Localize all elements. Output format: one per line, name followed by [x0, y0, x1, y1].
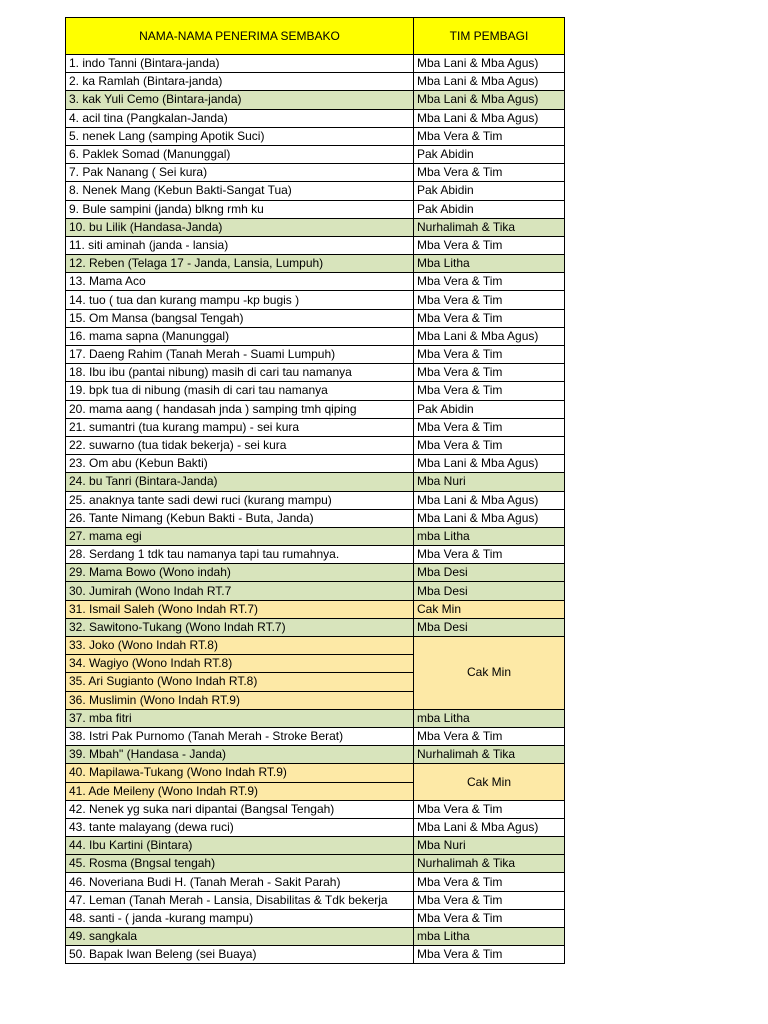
recipient-name-cell: 20. mama aang ( handasah jnda ) samping tmh qiping [66, 400, 414, 418]
recipient-name-cell: 15. Om Mansa (bangsal Tengah) [66, 309, 414, 327]
recipient-name-cell: 49. sangkala [66, 928, 414, 946]
team-cell: Mba Vera & Tim [414, 727, 565, 745]
recipient-name-cell: 3. kak Yuli Cemo (Bintara-janda) [66, 91, 414, 109]
team-cell: Pak Abidin [414, 182, 565, 200]
team-cell: Mba Vera & Tim [414, 273, 565, 291]
team-cell: Cak Min [414, 637, 565, 710]
team-cell: Mba Lani & Mba Agus) [414, 818, 565, 836]
table-row [66, 727, 565, 745]
recipient-name-cell: 30. Jumirah (Wono Indah RT.7 [66, 582, 414, 600]
table-row [66, 200, 565, 218]
table-row [66, 327, 565, 345]
team-cell: Nurhalimah & Tika [414, 218, 565, 236]
table-row [66, 764, 565, 782]
team-cell: Mba Litha [414, 255, 565, 273]
recipient-name-cell: 41. Ade Meileny (Wono Indah RT.9) [66, 782, 414, 800]
recipient-name-cell: 50. Bapak Iwan Beleng (sei Buaya) [66, 946, 414, 964]
team-cell: Pak Abidin [414, 145, 565, 163]
team-cell: Nurhalimah & Tika [414, 746, 565, 764]
team-cell: Cak Min [414, 600, 565, 618]
table-row [66, 746, 565, 764]
recipient-name-cell: 24. bu Tanri (Bintara-Janda) [66, 473, 414, 491]
header-row [66, 18, 565, 55]
recipient-name-cell: 14. tuo ( tua dan kurang mampu -kp bugis ) [66, 291, 414, 309]
table-row [66, 564, 565, 582]
table-row [66, 55, 565, 73]
table-row [66, 109, 565, 127]
table-row [66, 346, 565, 364]
team-cell: Mba Vera & Tim [414, 127, 565, 145]
recipient-name-cell: 11. siti aminah (janda - lansia) [66, 236, 414, 254]
recipient-name-cell: 31. Ismail Saleh (Wono Indah RT.7) [66, 600, 414, 618]
table-row [66, 73, 565, 91]
team-cell: Mba Nuri [414, 473, 565, 491]
team-cell: Mba Lani & Mba Agus) [414, 55, 565, 73]
recipient-name-cell: 6. Paklek Somad (Manunggal) [66, 145, 414, 163]
table-row [66, 382, 565, 400]
team-cell: Mba Vera & Tim [414, 891, 565, 909]
table-row [66, 600, 565, 618]
recipient-name-cell: 40. Mapilawa-Tukang (Wono Indah RT.9) [66, 764, 414, 782]
team-cell: Cak Min [414, 764, 565, 800]
team-cell: Mba Lani & Mba Agus) [414, 455, 565, 473]
team-cell: Mba Vera & Tim [414, 309, 565, 327]
team-cell: Mba Vera & Tim [414, 800, 565, 818]
team-cell: Nurhalimah & Tika [414, 855, 565, 873]
table-row [66, 436, 565, 454]
recipient-name-cell: 34. Wagiyo (Wono Indah RT.8) [66, 655, 414, 673]
recipient-name-cell: 17. Daeng Rahim (Tanah Merah - Suami Lumpuh) [66, 346, 414, 364]
table-row [66, 418, 565, 436]
team-cell: Mba Vera & Tim [414, 946, 565, 964]
table-row [66, 364, 565, 382]
table-row [66, 309, 565, 327]
team-cell: Mba Vera & Tim [414, 236, 565, 254]
table-row [66, 709, 565, 727]
table-row [66, 218, 565, 236]
recipient-name-cell: 7. Pak Nanang ( Sei kura) [66, 164, 414, 182]
recipient-name-cell: 32. Sawitono-Tukang (Wono Indah RT.7) [66, 618, 414, 636]
team-cell: Mba Vera & Tim [414, 346, 565, 364]
table-row [66, 855, 565, 873]
table-row [66, 800, 565, 818]
recipient-name-cell: 8. Nenek Mang (Kebun Bakti-Sangat Tua) [66, 182, 414, 200]
table-row [66, 145, 565, 163]
team-cell: Mba Vera & Tim [414, 546, 565, 564]
table-row [66, 546, 565, 564]
team-cell: Mba Desi [414, 618, 565, 636]
table-row [66, 455, 565, 473]
team-cell: Mba Vera & Tim [414, 909, 565, 927]
team-cell: Mba Desi [414, 582, 565, 600]
recipient-name-cell: 45. Rosma (Bngsal tengah) [66, 855, 414, 873]
team-cell: mba Litha [414, 527, 565, 545]
recipient-name-cell: 18. Ibu ibu (pantai nibung) masih di cari tau namanya [66, 364, 414, 382]
team-cell: Mba Vera & Tim [414, 382, 565, 400]
recipient-name-cell: 12. Reben (Telaga 17 - Janda, Lansia, Lumpuh) [66, 255, 414, 273]
team-cell: Mba Lani & Mba Agus) [414, 509, 565, 527]
recipient-name-cell: 48. santi - ( janda -kurang mampu) [66, 909, 414, 927]
table-row [66, 182, 565, 200]
team-cell: Mba Lani & Mba Agus) [414, 327, 565, 345]
table-row [66, 637, 565, 655]
header-recipient-names: NAMA-NAMA PENERIMA SEMBAKO [66, 18, 414, 55]
recipient-name-cell: 4. acil tina (Pangkalan-Janda) [66, 109, 414, 127]
table-body [66, 55, 565, 964]
team-cell: Pak Abidin [414, 400, 565, 418]
team-cell: Mba Lani & Mba Agus) [414, 491, 565, 509]
table-row [66, 818, 565, 836]
header-distribution-team: TIM PEMBAGI [414, 18, 565, 55]
recipient-name-cell: 1. indo Tanni (Bintara-janda) [66, 55, 414, 73]
table-row [66, 400, 565, 418]
recipient-name-cell: 5. nenek Lang (samping Apotik Suci) [66, 127, 414, 145]
table-row [66, 91, 565, 109]
recipient-name-cell: 36. Muslimin (Wono Indah RT.9) [66, 691, 414, 709]
team-cell: Mba Desi [414, 564, 565, 582]
recipient-name-cell: 29. Mama Bowo (Wono indah) [66, 564, 414, 582]
team-cell: Mba Lani & Mba Agus) [414, 91, 565, 109]
table-row [66, 837, 565, 855]
table-row [66, 946, 565, 964]
team-cell: mba Litha [414, 709, 565, 727]
recipient-name-cell: 16. mama sapna (Manunggal) [66, 327, 414, 345]
recipient-name-cell: 35. Ari Sugianto (Wono Indah RT.8) [66, 673, 414, 691]
recipient-name-cell: 23. Om abu (Kebun Bakti) [66, 455, 414, 473]
table-row [66, 618, 565, 636]
table-row [66, 891, 565, 909]
table-row [66, 255, 565, 273]
table-row [66, 582, 565, 600]
recipient-name-cell: 26. Tante Nimang (Kebun Bakti - Buta, Janda) [66, 509, 414, 527]
team-cell: Mba Lani & Mba Agus) [414, 73, 565, 91]
team-cell: Pak Abidin [414, 200, 565, 218]
recipient-name-cell: 22. suwarno (tua tidak bekerja) - sei kura [66, 436, 414, 454]
recipient-name-cell: 28. Serdang 1 tdk tau namanya tapi tau rumahnya. [66, 546, 414, 564]
team-cell: Mba Lani & Mba Agus) [414, 109, 565, 127]
recipient-name-cell: 19. bpk tua di nibung (masih di cari tau namanya [66, 382, 414, 400]
recipient-name-cell: 43. tante malayang (dewa ruci) [66, 818, 414, 836]
table-row [66, 164, 565, 182]
recipient-name-cell: 27. mama egi [66, 527, 414, 545]
recipient-name-cell: 46. Noveriana Budi H. (Tanah Merah - Sakit Parah) [66, 873, 414, 891]
recipient-name-cell: 13. Mama Aco [66, 273, 414, 291]
table-row [66, 236, 565, 254]
team-cell: Mba Vera & Tim [414, 418, 565, 436]
recipient-name-cell: 33. Joko (Wono Indah RT.8) [66, 637, 414, 655]
table-row [66, 873, 565, 891]
recipient-name-cell: 42. Nenek yg suka nari dipantai (Bangsal Tengah) [66, 800, 414, 818]
table-row [66, 491, 565, 509]
recipient-name-cell: 44. Ibu Kartini (Bintara) [66, 837, 414, 855]
team-cell: Mba Vera & Tim [414, 164, 565, 182]
recipient-name-cell: 9. Bule sampini (janda) blkng rmh ku [66, 200, 414, 218]
team-cell: Mba Vera & Tim [414, 291, 565, 309]
recipient-name-cell: 39. Mbah" (Handasa - Janda) [66, 746, 414, 764]
table-row [66, 909, 565, 927]
recipient-name-cell: 10. bu Lilik (Handasa-Janda) [66, 218, 414, 236]
table-row [66, 273, 565, 291]
recipient-name-cell: 47. Leman (Tanah Merah - Lansia, Disabilitas & Tdk bekerja [66, 891, 414, 909]
table-row [66, 127, 565, 145]
table-row [66, 291, 565, 309]
table-row [66, 527, 565, 545]
recipient-name-cell: 2. ka Ramlah (Bintara-janda) [66, 73, 414, 91]
table-row [66, 473, 565, 491]
recipient-name-cell: 38. Istri Pak Purnomo (Tanah Merah - Stroke Berat) [66, 727, 414, 745]
table-row [66, 509, 565, 527]
team-cell: Mba Vera & Tim [414, 436, 565, 454]
recipient-name-cell: 25. anaknya tante sadi dewi ruci (kurang mampu) [66, 491, 414, 509]
team-cell: Mba Nuri [414, 837, 565, 855]
recipient-name-cell: 37. mba fitri [66, 709, 414, 727]
team-cell: Mba Vera & Tim [414, 873, 565, 891]
team-cell: Mba Vera & Tim [414, 364, 565, 382]
recipients-table [65, 17, 565, 964]
table-row [66, 928, 565, 946]
recipient-name-cell: 21. sumantri (tua kurang mampu) - sei kura [66, 418, 414, 436]
team-cell: mba Litha [414, 928, 565, 946]
